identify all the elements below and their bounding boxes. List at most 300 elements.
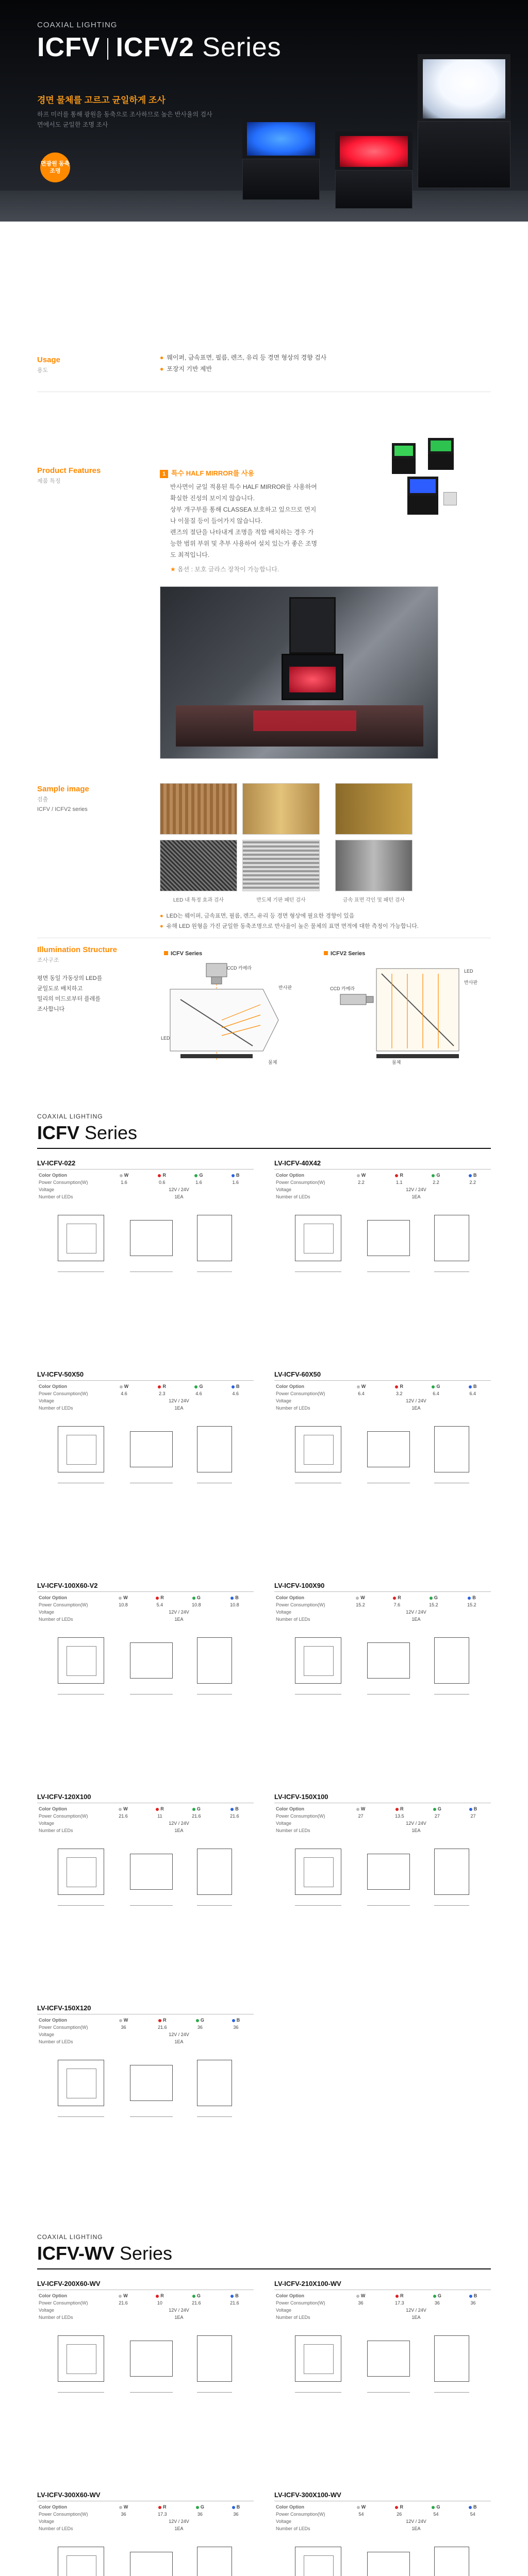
label-half-mirror-2: 반사판 bbox=[464, 980, 478, 985]
series-small: COAXIAL LIGHTING bbox=[37, 1113, 103, 1120]
dimension-drawing bbox=[367, 2552, 410, 2576]
spec-table bbox=[37, 1594, 254, 1623]
power-value: 21.6 bbox=[230, 1814, 239, 1819]
color-option: B bbox=[453, 1594, 491, 1601]
spec-label: Power Consumption(W) bbox=[276, 1814, 325, 1819]
hero-desc: 하프 미러를 통해 광원을 동축으로 조사하므로 높은 반사율의 검사면에서도 균일한 조명 조사 bbox=[37, 111, 212, 128]
spec-label: Number of LEDs bbox=[39, 1194, 73, 1199]
feature-text: 반사면이 균일 적용된 특수 HALF MIRROR를 사용하여 확실한 진성의 보이지 않습니다. 상부 개구부를 통해 CLASSEA 보호하고 있으므로 먼지 나 이물질 등이 들어가지 않습니다. 렌즈의 절단을 나타내게 조명을 적합 배치하는 경우 가 능한 범위 부위 및 추부 사용하여 설치 있는가 좋은 조명 도 최적입니다. ★ 옵션 : 보호 글라스 장착이 가능합니다. bbox=[170, 483, 318, 573]
diagram-head-a: ICFV Series bbox=[164, 951, 202, 957]
power-value: 36 bbox=[197, 2025, 203, 2030]
power-value: 1.6 bbox=[121, 1180, 127, 1185]
color-option: R bbox=[380, 1594, 415, 1601]
title-divider bbox=[107, 38, 108, 60]
application-photo bbox=[160, 586, 438, 759]
power-value: 2.2 bbox=[433, 1180, 439, 1185]
voltage-value: 12V / 24V bbox=[406, 1821, 426, 1826]
power-value: 11 bbox=[157, 1814, 162, 1819]
hero-banner bbox=[0, 0, 528, 222]
drawings bbox=[274, 2325, 491, 2413]
spec-label: Color Option bbox=[39, 2504, 67, 2510]
color-option: W bbox=[341, 2503, 381, 2511]
voltage-value: 12V / 24V bbox=[406, 1609, 426, 1615]
color-option: G bbox=[177, 1805, 216, 1812]
led-count-value: 1EA bbox=[174, 1194, 184, 1199]
spec-label: Number of LEDs bbox=[39, 1828, 73, 1833]
power-value: 10 bbox=[157, 2300, 162, 2306]
usage-item: ● 포장지 기반 제반 bbox=[160, 365, 212, 372]
series-header bbox=[37, 1113, 137, 1144]
spec-label: Voltage bbox=[39, 1609, 55, 1615]
color-option: G bbox=[419, 2292, 456, 2299]
dimension-drawing bbox=[130, 2341, 173, 2377]
series-title: ICFV Series bbox=[37, 1122, 138, 1143]
voltage-value: 12V / 24V bbox=[169, 1609, 189, 1615]
spec-label: Voltage bbox=[39, 1187, 55, 1192]
power-value: 21.6 bbox=[230, 2300, 239, 2306]
spec-label: Power Consumption(W) bbox=[276, 2512, 325, 2517]
color-option: W bbox=[341, 1383, 381, 1390]
power-value: 36 bbox=[197, 2512, 203, 2517]
color-option: B bbox=[455, 1383, 491, 1390]
features-en: Product Features bbox=[37, 466, 101, 475]
color-option: R bbox=[380, 2292, 419, 2299]
model-card bbox=[37, 1159, 254, 1292]
spec-label: Power Consumption(W) bbox=[39, 2300, 88, 2306]
drawings bbox=[37, 2536, 254, 2576]
spec-label: Voltage bbox=[39, 1398, 55, 1403]
feature-title bbox=[160, 468, 254, 478]
color-option: W bbox=[104, 1172, 144, 1179]
power-value: 7.6 bbox=[393, 1602, 401, 1607]
series-title: ICFV-WV Series bbox=[37, 2243, 173, 2264]
hero-title-a: ICFV bbox=[37, 32, 101, 62]
color-option: R bbox=[381, 2503, 417, 2511]
color-option: W bbox=[341, 2292, 380, 2299]
power-value: 4.6 bbox=[195, 1391, 202, 1396]
model-card bbox=[274, 1582, 491, 1715]
sample-notes: ● LED는 웨이퍼, 금속표면, 필름, 렌즈, 유리 등 경면 형상에 필요한 경향이 있음 ● 유해 LED 원형을 가진 균일한 동축조명으로 반사율이 높은 물체의 표면 면적에 대한 측정이 가능합니다. bbox=[160, 913, 419, 929]
usage-list bbox=[160, 352, 326, 375]
label-half-mirror: 반사판 bbox=[278, 985, 292, 990]
power-value: 2.3 bbox=[158, 1391, 166, 1396]
dimension-drawing bbox=[197, 2547, 232, 2576]
sample-led-before bbox=[160, 783, 237, 835]
power-value: 36 bbox=[233, 2512, 239, 2517]
sample-pcb-before bbox=[242, 783, 320, 835]
red-light-image bbox=[335, 131, 412, 209]
model-name: LV-ICFV-300X100-WV bbox=[274, 2491, 491, 2501]
sample-model: ICFV / ICFV2 series bbox=[37, 806, 88, 812]
model-card bbox=[37, 2004, 254, 2137]
spec-label: Color Option bbox=[276, 2504, 304, 2510]
sample-label bbox=[37, 785, 89, 812]
drawings bbox=[37, 1416, 254, 1503]
voltage-value: 12V / 24V bbox=[169, 2519, 189, 2524]
power-value: 26 bbox=[397, 2512, 402, 2517]
spec-label: Number of LEDs bbox=[39, 2315, 73, 2320]
spec-label: Color Option bbox=[39, 1595, 67, 1600]
spec-label: Power Consumption(W) bbox=[276, 1391, 325, 1396]
dimension-drawing bbox=[367, 1642, 410, 1679]
usage-item: ● 웨이퍼, 금속표면, 필름, 렌즈, 유리 등 경면 형상의 경향 검사 bbox=[160, 354, 327, 361]
spec-label: Voltage bbox=[276, 2308, 292, 2313]
power-value: 2.2 bbox=[358, 1180, 365, 1185]
spec-table bbox=[37, 1805, 254, 1834]
dimension-drawing bbox=[130, 2065, 173, 2101]
dimension-drawing bbox=[58, 1426, 104, 1472]
spec-label: Power Consumption(W) bbox=[39, 2025, 88, 2030]
led-count-value: 1EA bbox=[174, 1828, 184, 1833]
color-option: G bbox=[182, 2503, 219, 2511]
voltage-value: 12V / 24V bbox=[406, 2308, 426, 2313]
power-value: 36 bbox=[358, 2300, 364, 2306]
model-card bbox=[37, 2491, 254, 2576]
spec-label: Color Option bbox=[39, 1173, 67, 1178]
color-option: W bbox=[341, 1805, 380, 1812]
feature-number: 1 bbox=[160, 470, 168, 478]
sample-metal-before bbox=[335, 783, 412, 835]
product-image-green-2 bbox=[428, 438, 454, 470]
model-name: LV-ICFV-60X50 bbox=[274, 1370, 491, 1381]
spec-table bbox=[274, 1383, 491, 1412]
led-count-value: 1EA bbox=[174, 1405, 184, 1411]
spec-label: Color Option bbox=[39, 2018, 67, 2023]
sample-metal-after bbox=[335, 840, 412, 891]
spec-label: Number of LEDs bbox=[276, 2315, 310, 2320]
led-count-value: 1EA bbox=[411, 1617, 421, 1622]
color-option: R bbox=[381, 1383, 417, 1390]
spec-label: Power Consumption(W) bbox=[39, 1602, 88, 1607]
power-value: 21.6 bbox=[158, 2025, 167, 2030]
voltage-value: 12V / 24V bbox=[169, 2308, 189, 2313]
spec-table bbox=[274, 1594, 491, 1623]
drawings bbox=[37, 2325, 254, 2413]
model-card bbox=[37, 2280, 254, 2413]
spec-label: Voltage bbox=[39, 2308, 55, 2313]
color-option: R bbox=[142, 1594, 177, 1601]
power-value: 4.6 bbox=[232, 1391, 239, 1396]
dimension-drawing bbox=[367, 1220, 410, 1256]
label-ccd-2: CCD 카메라 bbox=[330, 986, 355, 991]
color-option: R bbox=[143, 2503, 182, 2511]
spec-table bbox=[37, 2292, 254, 2321]
voltage-value: 12V / 24V bbox=[169, 1398, 189, 1403]
spec-label: Number of LEDs bbox=[39, 1405, 73, 1411]
hero-title bbox=[37, 32, 282, 63]
dimension-drawing bbox=[295, 1849, 341, 1895]
power-value: 54 bbox=[470, 2512, 475, 2517]
color-option: G bbox=[419, 1805, 456, 1812]
model-name: LV-ICFV-150X120 bbox=[37, 2004, 254, 2014]
hero-badge: 면광원 동축조명 bbox=[40, 152, 70, 182]
diagram-head-b: ICFV2 Series bbox=[324, 951, 365, 957]
power-value: 36 bbox=[121, 2025, 126, 2030]
dimension-drawing bbox=[58, 2547, 104, 2576]
power-value: 1.6 bbox=[195, 1180, 202, 1185]
drawings bbox=[274, 2536, 491, 2576]
model-name: LV-ICFV-300X60-WV bbox=[37, 2491, 254, 2501]
model-card bbox=[274, 1370, 491, 1503]
product-image-blue bbox=[407, 477, 438, 515]
features-ko: 제품 특징 bbox=[37, 478, 61, 484]
color-option: B bbox=[216, 1594, 254, 1601]
drawings bbox=[37, 1627, 254, 1715]
series-header bbox=[37, 2233, 172, 2264]
voltage-value: 12V / 24V bbox=[169, 1187, 189, 1192]
color-option: W bbox=[341, 1172, 381, 1179]
illum-label bbox=[37, 945, 117, 1014]
note-1: LED는 웨이퍼, 금속표면, 필름, 렌즈, 유리 등 경면 형상에 필요한 경향이 있음 bbox=[166, 913, 355, 919]
color-option: B bbox=[218, 2503, 254, 2511]
dimension-drawing bbox=[130, 1220, 173, 1256]
dimension-drawing bbox=[434, 1426, 469, 1472]
model-card bbox=[37, 1582, 254, 1715]
power-value: 2.2 bbox=[469, 1180, 476, 1185]
led-count-value: 1EA bbox=[174, 1617, 184, 1622]
color-option: G bbox=[180, 1383, 217, 1390]
note-2: 유해 LED 원형을 가진 균일한 동축조명으로 반사율이 높은 물체의 표면 면적에 대한 측정이 가능합니다. bbox=[166, 923, 419, 929]
spec-label: Color Option bbox=[276, 1595, 304, 1600]
power-value: 1.1 bbox=[395, 1180, 403, 1185]
drawings bbox=[274, 1838, 491, 1926]
dimension-drawing bbox=[58, 1215, 104, 1261]
model-name: LV-ICFV-120X100 bbox=[37, 1793, 254, 1803]
power-value: 27 bbox=[434, 1814, 440, 1819]
dimension-drawing bbox=[58, 1637, 104, 1684]
color-option: G bbox=[417, 1383, 454, 1390]
blue-light-image bbox=[242, 117, 320, 200]
spec-label: Voltage bbox=[39, 2032, 55, 2037]
power-value: 27 bbox=[470, 1814, 476, 1819]
color-option: B bbox=[218, 1172, 254, 1179]
spec-label: Color Option bbox=[276, 1173, 304, 1178]
dimension-drawing bbox=[130, 1854, 173, 1890]
dimension-drawing bbox=[295, 1426, 341, 1472]
spec-label: Color Option bbox=[39, 2293, 67, 2298]
model-name: LV-ICFV-210X100-WV bbox=[274, 2280, 491, 2290]
white-light-image bbox=[418, 54, 510, 188]
dimension-drawing bbox=[58, 2060, 104, 2106]
color-option: G bbox=[182, 2016, 219, 2024]
led-count-value: 1EA bbox=[174, 2039, 184, 2044]
spec-label: Voltage bbox=[276, 1821, 292, 1826]
dimension-drawing bbox=[295, 1215, 341, 1261]
sample-en: Sample image bbox=[37, 785, 89, 793]
model-card bbox=[274, 1159, 491, 1292]
spec-table bbox=[37, 2503, 254, 2532]
power-value: 10.8 bbox=[192, 1602, 201, 1607]
sample-ko: 검출 bbox=[37, 796, 48, 803]
hero-title-c: Series bbox=[202, 32, 282, 62]
spec-label: Number of LEDs bbox=[276, 1405, 310, 1411]
spec-table bbox=[274, 1172, 491, 1200]
color-option: G bbox=[417, 1172, 454, 1179]
spec-label: Power Consumption(W) bbox=[276, 1180, 325, 1185]
label-work: 물체 bbox=[268, 1060, 277, 1065]
dimension-drawing bbox=[434, 1215, 469, 1261]
spec-label: Number of LEDs bbox=[276, 1194, 310, 1199]
led-count-value: 1EA bbox=[411, 2315, 421, 2320]
dimension-drawing bbox=[58, 1849, 104, 1895]
spec-table bbox=[274, 2503, 491, 2532]
dimension-drawing bbox=[367, 1854, 410, 1890]
usage-label bbox=[37, 355, 60, 374]
spec-label: Voltage bbox=[276, 2519, 292, 2524]
spec-label: Number of LEDs bbox=[39, 2039, 73, 2044]
dimension-drawing bbox=[58, 2335, 104, 2382]
dimension-drawing bbox=[197, 1849, 232, 1895]
power-value: 54 bbox=[433, 2512, 439, 2517]
power-value: 10.8 bbox=[119, 1602, 128, 1607]
series-rule bbox=[37, 1148, 491, 1149]
spec-label: Color Option bbox=[39, 1806, 67, 1811]
dimension-drawing bbox=[295, 2547, 341, 2576]
spec-label: Voltage bbox=[39, 2519, 55, 2524]
color-option: R bbox=[142, 2292, 177, 2299]
voltage-value: 12V / 24V bbox=[406, 2519, 426, 2524]
color-option: G bbox=[417, 2503, 454, 2511]
color-option: W bbox=[341, 1594, 380, 1601]
dimension-drawing bbox=[295, 2335, 341, 2382]
illum-text: 평면 동일 가동상의 LED를 균일도로 배치하고 밀리의 미드로부터 플레를 조사합니다 bbox=[37, 975, 103, 1012]
color-option: W bbox=[104, 2016, 143, 2024]
led-count-value: 1EA bbox=[174, 2526, 184, 2531]
dimension-drawing bbox=[434, 1849, 469, 1895]
sample-caption-2: 반도체 기판 패턴 검사 bbox=[256, 897, 306, 903]
hero-tagline: 경면 물체를 고르고 균일하게 조사 bbox=[37, 95, 166, 105]
power-value: 6.4 bbox=[433, 1391, 439, 1396]
color-option: G bbox=[177, 2292, 216, 2299]
drawings bbox=[37, 1838, 254, 1926]
power-value: 1.6 bbox=[232, 1180, 239, 1185]
model-name: LV-ICFV-40X42 bbox=[274, 1159, 491, 1170]
spec-label: Power Consumption(W) bbox=[39, 1180, 88, 1185]
usage-ko: 용도 bbox=[37, 367, 48, 374]
spec-table bbox=[37, 1172, 254, 1200]
dimension-drawing bbox=[434, 2547, 469, 2576]
power-value: 6.4 bbox=[469, 1391, 476, 1396]
model-name: LV-ICFV-022 bbox=[37, 1159, 254, 1170]
power-value: 36 bbox=[233, 2025, 239, 2030]
spec-label: Voltage bbox=[276, 1398, 292, 1403]
spec-label: Power Consumption(W) bbox=[39, 1814, 88, 1819]
spec-label: Color Option bbox=[276, 1806, 304, 1811]
spec-table bbox=[37, 1383, 254, 1412]
dimension-drawing bbox=[197, 2060, 232, 2106]
color-option: W bbox=[104, 1594, 142, 1601]
power-value: 54 bbox=[358, 2512, 364, 2517]
spec-label: Color Option bbox=[276, 2293, 304, 2298]
power-value: 36 bbox=[121, 2512, 126, 2517]
model-name: LV-ICFV-100X60-V2 bbox=[37, 1582, 254, 1592]
voltage-value: 12V / 24V bbox=[169, 2032, 189, 2037]
color-option: B bbox=[216, 1805, 254, 1812]
sample-pcb-after bbox=[242, 840, 320, 891]
power-value: 36 bbox=[434, 2300, 440, 2306]
spec-table bbox=[274, 2292, 491, 2321]
illum-en: Illumination Structure bbox=[37, 945, 118, 954]
power-value: 15.2 bbox=[467, 1602, 476, 1607]
led-count-value: 1EA bbox=[411, 1405, 421, 1411]
dimension-drawing bbox=[367, 2341, 410, 2377]
feature-title-text: 특수 HALF MIRROR를 사용 bbox=[171, 469, 255, 477]
color-option: R bbox=[144, 1172, 180, 1179]
spec-label: Voltage bbox=[276, 1609, 292, 1615]
spec-label: Number of LEDs bbox=[276, 1617, 310, 1622]
color-option: B bbox=[455, 1805, 491, 1812]
spec-label: Power Consumption(W) bbox=[39, 2512, 88, 2517]
diagram-icfv bbox=[160, 958, 315, 1066]
drawings bbox=[37, 1205, 254, 1292]
voltage-value: 12V / 24V bbox=[406, 1187, 426, 1192]
spec-label: Voltage bbox=[276, 1187, 292, 1192]
usage-en: Usage bbox=[37, 355, 61, 364]
color-option: W bbox=[104, 2503, 143, 2511]
model-card bbox=[274, 1793, 491, 1926]
model-name: LV-ICFV-150X100 bbox=[274, 1793, 491, 1803]
color-option: B bbox=[455, 2503, 491, 2511]
dimension-drawing bbox=[197, 1637, 232, 1684]
spec-label: Number of LEDs bbox=[39, 2526, 73, 2531]
led-count-value: 1EA bbox=[174, 2315, 184, 2320]
spec-label: Number of LEDs bbox=[276, 2526, 310, 2531]
color-option: W bbox=[104, 2292, 142, 2299]
power-value: 36 bbox=[470, 2300, 476, 2306]
color-option: R bbox=[144, 1383, 180, 1390]
model-card bbox=[274, 2280, 491, 2413]
sample-caption-3: 금속 표면 각인 및 패턴 검사 bbox=[342, 897, 405, 903]
model-card bbox=[37, 1370, 254, 1503]
spec-table bbox=[37, 2016, 254, 2045]
series-small: COAXIAL LIGHTING bbox=[37, 2233, 103, 2241]
spec-label: Number of LEDs bbox=[39, 1617, 73, 1622]
led-count-value: 1EA bbox=[411, 2526, 421, 2531]
label-work-2: 물체 bbox=[392, 1060, 401, 1065]
color-option: G bbox=[180, 1172, 217, 1179]
spec-label: Power Consumption(W) bbox=[276, 2300, 325, 2306]
power-value: 21.6 bbox=[192, 1814, 201, 1819]
product-image-green bbox=[392, 443, 416, 474]
voltage-value: 12V / 24V bbox=[169, 1821, 189, 1826]
color-option: R bbox=[143, 2016, 182, 2024]
hero-brand: COAXIAL LIGHTING bbox=[37, 21, 118, 29]
spec-table bbox=[274, 1805, 491, 1834]
power-value: 21.6 bbox=[192, 2300, 201, 2306]
dimension-drawing bbox=[367, 1431, 410, 1467]
power-value: 10.8 bbox=[230, 1602, 239, 1607]
drawings bbox=[274, 1627, 491, 1715]
power-value: 15.2 bbox=[356, 1602, 365, 1607]
model-name: LV-ICFV-100X90 bbox=[274, 1582, 491, 1592]
power-value: 15.2 bbox=[429, 1602, 438, 1607]
dimension-drawing bbox=[197, 1215, 232, 1261]
spec-label: Number of LEDs bbox=[276, 1828, 310, 1833]
drawings bbox=[274, 1416, 491, 1503]
dimension-drawing bbox=[197, 1426, 232, 1472]
dimension-drawing bbox=[130, 1431, 173, 1467]
diagram-icfv2 bbox=[320, 958, 490, 1066]
power-value: 13.5 bbox=[395, 1814, 404, 1819]
product-image-part bbox=[443, 492, 457, 505]
spec-label: Power Consumption(W) bbox=[276, 1602, 325, 1607]
sample-led-after bbox=[160, 840, 237, 891]
power-value: 27 bbox=[358, 1814, 364, 1819]
color-option: R bbox=[380, 1805, 419, 1812]
dimension-drawing bbox=[197, 2335, 232, 2382]
hero-title-b: ICFV2 bbox=[116, 32, 194, 62]
led-count-value: 1EA bbox=[411, 1828, 421, 1833]
